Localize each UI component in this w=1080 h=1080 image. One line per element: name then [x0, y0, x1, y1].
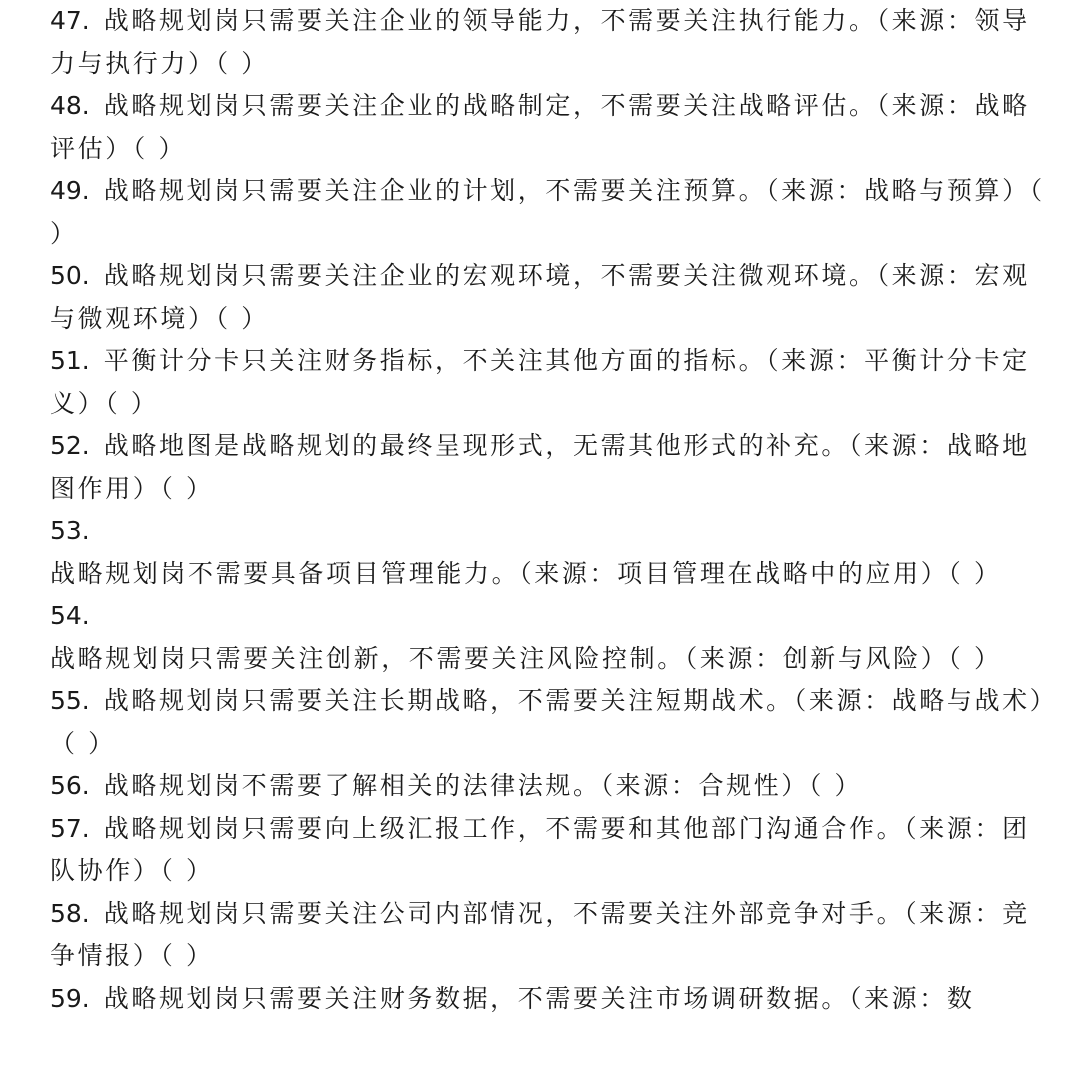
question-text: 平衡计分卡只关注财务指标，不关注其他方面的指标。（来源：平衡计分卡定义）（ ） [50, 346, 1030, 418]
question-item [50, 170, 1050, 255]
question-number: 50. [50, 261, 90, 290]
question-text: 战略规划岗只需要关注公司内部情况，不需要关注外部竞争对手。（来源：竞争情报）（ ） [50, 898, 1030, 970]
question-text: 战略规划岗不需要具备项目管理能力。（来源：项目管理在战略中的应用）（ ） [50, 558, 1002, 588]
question-item [50, 978, 1050, 1021]
question-item [50, 595, 1050, 680]
question-text: 战略规划岗只需要向上级汇报工作，不需要和其他部门沟通合作。（来源：团队协作）（ ） [50, 813, 1030, 885]
question-text: 战略规划岗不需要了解相关的法律法规。（来源：合规性）（ ） [103, 771, 863, 800]
question-item [50, 425, 1050, 510]
question-number: 54. [50, 601, 90, 630]
question-number: 57. [50, 813, 90, 843]
question-list [50, 0, 1050, 1020]
question-item [50, 340, 1050, 425]
question-item [50, 85, 1050, 170]
question-text: 战略地图是战略规划的最终呈现形式，无需其他形式的补充。（来源：战略地图作用）（ ） [50, 431, 1030, 503]
question-number: 52. [50, 431, 90, 460]
question-item [50, 893, 1050, 978]
question-number: 47. [50, 6, 90, 35]
question-number: 48. [50, 91, 90, 120]
question-item [50, 510, 1050, 595]
question-text: 战略规划岗只需要关注企业的领导能力，不需要关注执行能力。（来源：领导力与执行力）（ ） [50, 6, 1030, 78]
question-number: 51. [50, 346, 90, 375]
question-item [50, 680, 1050, 765]
question-text: 战略规划岗只需要关注企业的计划，不需要关注预算。（来源：战略与预算）（ ） [50, 176, 1045, 248]
question-item [50, 765, 1050, 808]
question-item [50, 0, 1050, 85]
question-item [50, 808, 1050, 893]
question-text: 战略规划岗只需要关注财务数据，不需要关注市场调研数据。（来源：数 [103, 983, 975, 1013]
question-number: 49. [50, 176, 90, 205]
question-number: 58. [50, 898, 90, 928]
question-text: 战略规划岗只需要关注企业的宏观环境，不需要关注微观环境。（来源：宏观与微观环境）（ ） [50, 261, 1030, 333]
question-text: 战略规划岗只需要关注长期战略，不需要关注短期战术。（来源：战略与战术）（ ） [50, 686, 1045, 758]
question-number: 59. [50, 983, 90, 1013]
question-text: 战略规划岗只需要关注创新，不需要关注风险控制。（来源：创新与风险）（ ） [50, 643, 1002, 673]
question-number: 56. [50, 771, 90, 800]
question-number: 55. [50, 686, 90, 715]
question-item [50, 255, 1050, 340]
question-text: 战略规划岗只需要关注企业的战略制定，不需要关注战略评估。（来源：战略评估）（ ） [50, 91, 1030, 163]
question-number: 53. [50, 516, 90, 545]
